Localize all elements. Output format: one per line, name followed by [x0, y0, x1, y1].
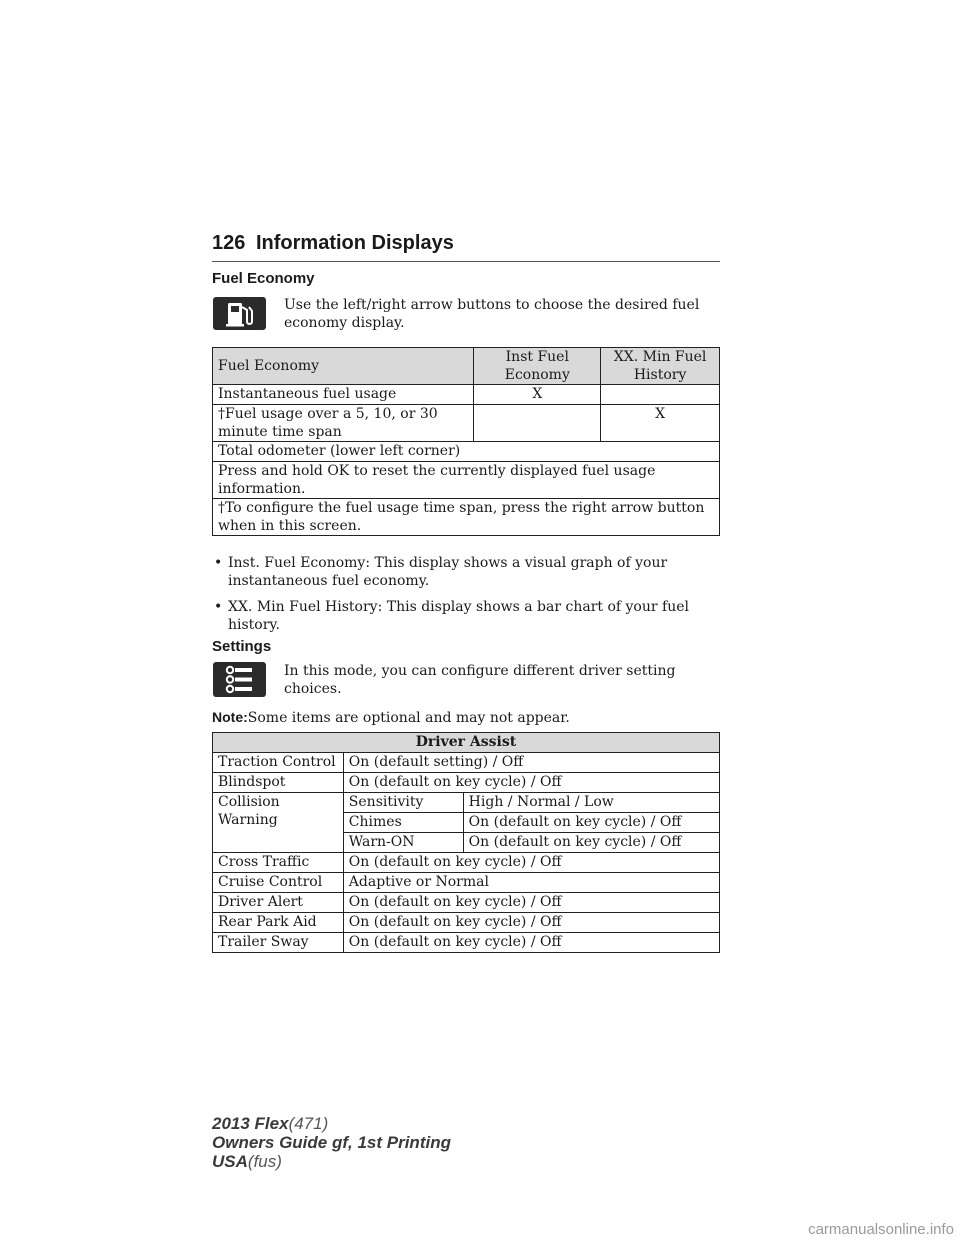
- table-note: Press and hold OK to reset the currently displayed fuel usage information.: [213, 462, 720, 499]
- table-row: [213, 385, 720, 405]
- table-row: [213, 499, 720, 536]
- table-header-row: [213, 348, 720, 385]
- footer-line-guide: Owners Guide gf, 1st Printing: [212, 1133, 451, 1152]
- setting-label: Cruise Control: [213, 873, 344, 893]
- table-row: [213, 893, 720, 913]
- column-header: Inst Fuel Economy: [474, 348, 601, 385]
- setting-value: On (default on key cycle) / Off: [343, 933, 719, 953]
- footer-model: 2013 Flex: [212, 1114, 289, 1133]
- footer-code: (471): [288, 1114, 329, 1133]
- note-text: Some items are optional and may not appear.: [247, 710, 570, 726]
- table-cell: X: [474, 385, 601, 405]
- setting-label: Trailer Sway: [213, 933, 344, 953]
- table-row: [213, 873, 720, 893]
- footer-line-region: [212, 1152, 451, 1171]
- note-label: Note:: [212, 709, 248, 725]
- table-cell: [601, 385, 720, 405]
- page-title: Information Displays: [256, 232, 454, 254]
- table-row: [213, 773, 720, 793]
- setting-value: Adaptive or Normal: [343, 873, 719, 893]
- settings-heading: Settings: [212, 638, 272, 655]
- table-row: [213, 913, 720, 933]
- table-title: Driver Assist: [213, 733, 720, 753]
- fuel-economy-heading: Fuel Economy: [212, 270, 315, 287]
- footer-region-code: (fus): [247, 1152, 282, 1171]
- fuel-economy-intro: Use the left/right arrow buttons to choose the desired fuel economy display.: [284, 297, 700, 331]
- table-cell: Instantaneous fuel usage: [213, 385, 474, 405]
- footer-region: USA: [212, 1152, 248, 1171]
- setting-value: On (default on key cycle) / Off: [463, 813, 719, 833]
- table-row: [213, 442, 720, 462]
- table-note: Total odometer (lower left corner): [213, 442, 720, 462]
- setting-label: Rear Park Aid: [213, 913, 344, 933]
- table-cell: X: [601, 405, 720, 442]
- table-note: †To configure the fuel usage time span, press the right arrow button when in this screen.: [213, 499, 720, 536]
- setting-label: Traction Control: [213, 753, 344, 773]
- setting-value: On (default on key cycle) / Off: [343, 913, 719, 933]
- column-header: Fuel Economy: [213, 348, 474, 385]
- table-row: [213, 462, 720, 499]
- fuel-economy-table: [212, 347, 720, 536]
- list-item: • Inst. Fuel Economy: This display shows a visual graph of your instantaneous fuel economy.: [212, 554, 720, 590]
- footer-imprint: [212, 1114, 451, 1171]
- footer-line-model: [212, 1114, 451, 1133]
- setting-value: On (default on key cycle) / Off: [463, 833, 719, 853]
- settings-list-icon: [213, 662, 266, 697]
- setting-label: Driver Alert: [213, 893, 344, 913]
- table-row: [213, 405, 720, 442]
- setting-value: On (default on key cycle) / Off: [343, 773, 719, 793]
- table-row: [213, 793, 720, 813]
- settings-intro: In this mode, you can configure different driver setting choices.: [284, 663, 676, 697]
- table-row: [213, 933, 720, 953]
- table-row: [213, 853, 720, 873]
- header-divider: [212, 261, 720, 262]
- setting-value: High / Normal / Low: [463, 793, 719, 813]
- column-header: XX. Min Fuel History: [601, 348, 720, 385]
- sub-setting-label: Chimes: [343, 813, 463, 833]
- table-row: [213, 753, 720, 773]
- table-cell: †Fuel usage over a 5, 10, or 30 minute time span: [213, 405, 474, 442]
- setting-label: Blindspot: [213, 773, 344, 793]
- setting-value: On (default on key cycle) / Off: [343, 853, 719, 873]
- watermark: carmanualsonline.info: [808, 1221, 954, 1238]
- setting-label: Cross Traffic: [213, 853, 344, 873]
- list-item: • XX. Min Fuel History: This display shows a bar chart of your fuel history.: [212, 598, 720, 634]
- driver-assist-table: [212, 732, 720, 953]
- table-cell: [474, 405, 601, 442]
- fuel-pump-icon: [213, 297, 266, 330]
- page-number: 126: [212, 232, 246, 254]
- setting-label: Collision Warning: [213, 793, 344, 853]
- settings-note: [212, 708, 720, 727]
- sub-setting-label: Sensitivity: [343, 793, 463, 813]
- setting-value: On (default on key cycle) / Off: [343, 893, 719, 913]
- bullet-list: [212, 554, 720, 642]
- setting-value: On (default setting) / Off: [343, 753, 719, 773]
- sub-setting-label: Warn-ON: [343, 833, 463, 853]
